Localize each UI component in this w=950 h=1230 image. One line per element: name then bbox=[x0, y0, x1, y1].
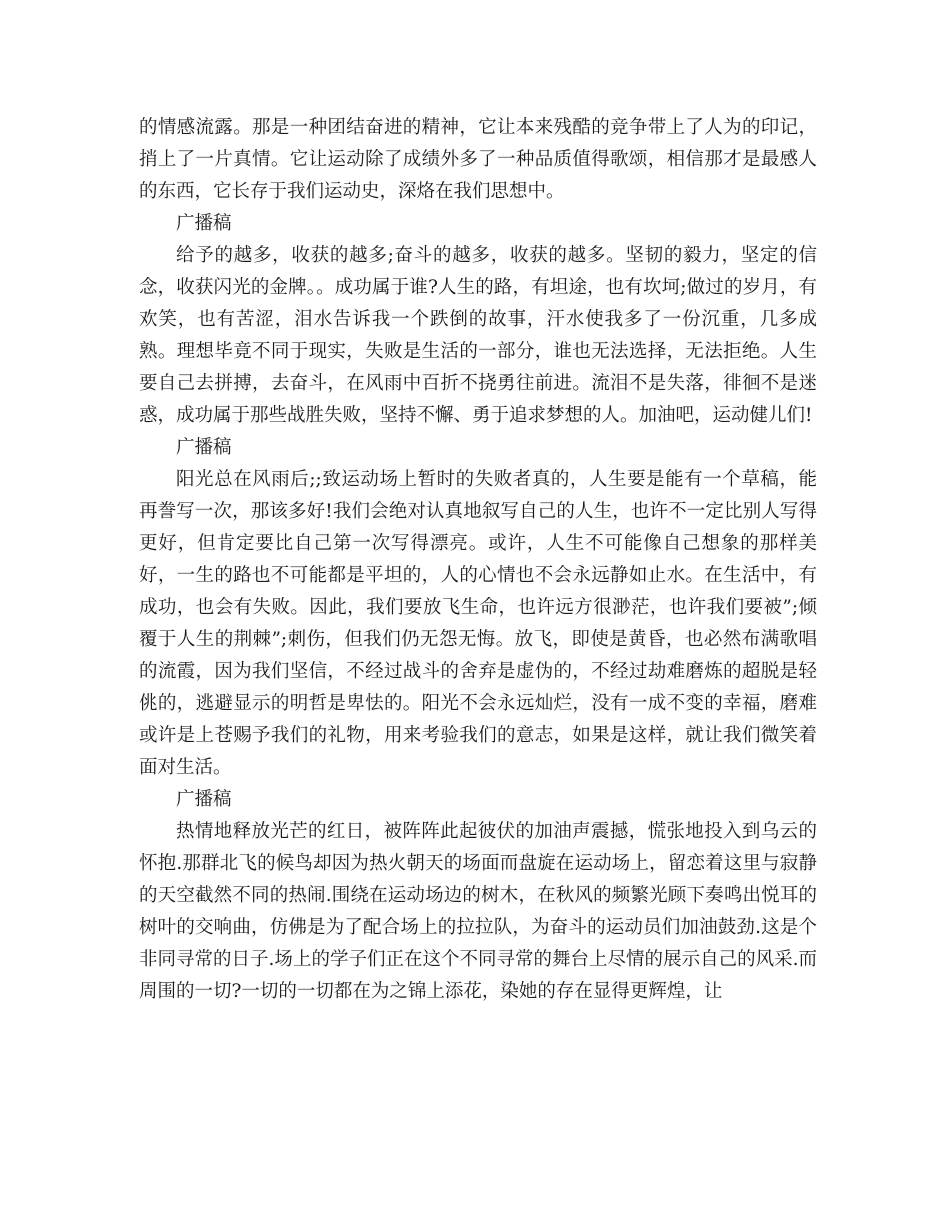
paragraph-3: 热情地释放光芒的红日，被阵阵此起彼伏的加油声震撼，慌张地投入到乌云的怀抱.那群北飞的候鸟却因为热火朝天的场面而盘旋在运动场上，留恋着这里与寂静的天空截然不同的热闹.围绕在运动场边的树木，在秋风的频繁光顾下奏鸣出悦耳的树叶的交响曲，仿佛是为了配合场上的拉拉队，为奋斗的运动员们加油鼓劲.这是个非同寻常的日子.场上的学子们正在这个不同寻常的舞台上尽情的展示自己的风采.而周围的一切?一切的一切都在为之锦上添花，染她的存在显得更辉煌，让 bbox=[139, 821, 817, 1002]
section-heading-1: 广播稿 bbox=[176, 213, 232, 234]
paragraph-1: 给予的越多，收获的越多;奋斗的越多，收获的越多。坚韧的毅力，坚定的信念，收获闪光的金牌。。成功属于谁?人生的路，有坦途，也有坎坷;做过的岁月，有欢笑，也有苦涩，泪水告诉我一个跌倒的故事，汗水使我多了一份沉重，几多成熟。理想毕竟不同于现实，失败是生活的一部分，谁也无法选择，无法拒绝。人生要自己去拼搏，去奋斗，在风雨中百折不挠勇往前进。流泪不是失落，徘徊不是迷惑，成功属于那些战胜失败，坚持不懈、勇于追求梦想的人。加油吧，运动健儿们! bbox=[139, 245, 817, 426]
document-page bbox=[139, 112, 817, 1008]
section-heading-3: 广播稿 bbox=[176, 789, 232, 810]
section-heading-2: 广播稿 bbox=[176, 437, 232, 458]
paragraph-2: 阳光总在风雨后;;致运动场上暂时的失败者真的，人生要是能有一个草稿，能再誊写一次，那该多好!我们会绝对认真地叙写自己的人生，也许不一定比别人写得更好，但肯定要比自己第一次写得漂亮。或许，人生不可能像自己想象的那样美好，一生的路也不可能都是平坦的，人的心情也不会永远静如止水。在生活中，有成功，也会有失败。因此，我们要放飞生命，也许远方很渺茫，也许我们要被”;倾覆于人生的荆棘”;刺伤，但我们仍无怨无悔。放飞，即使是黄昏，也必然布满歌唱的流霞，因为我们坚信，不经过战斗的舍弃是虚伪的，不经过劫难磨炼的超脱是轻佻的，逃避显示的明哲是卑怯的。阳光不会永远灿烂，没有一成不变的幸福，磨难或许是上苍赐予我们的礼物，用来考验我们的意志，如果是这样，就让我们微笑着面对生活。 bbox=[139, 469, 817, 778]
paragraph-intro: 的情感流露。那是一种团结奋进的精神，它让本来残酷的竞争带上了人为的印记，捎上了一片真情。它让运动除了成绩外多了一种品质值得歌颂，相信那才是最感人的东西，它长存于我们运动史，深烙在我们思想中。 bbox=[139, 117, 817, 202]
